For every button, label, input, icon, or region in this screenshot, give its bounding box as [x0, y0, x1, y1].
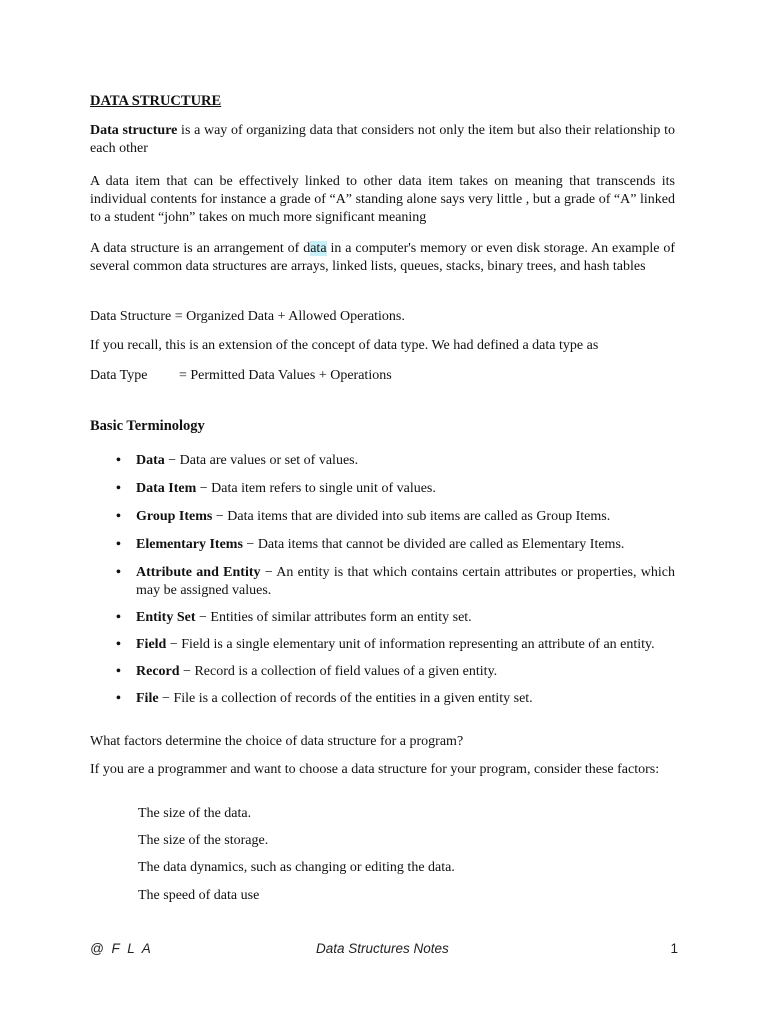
term-name: Elementary Items: [136, 537, 243, 552]
list-item: [90, 536, 675, 554]
arrangement-paragraph: [90, 240, 675, 276]
term-name: Field: [136, 637, 167, 652]
term-description: − Data items that cannot be divided are called as Elementary Items.: [242, 537, 625, 552]
list-item: [90, 480, 675, 498]
list-item: [90, 609, 675, 627]
equation-data-type-label: Data Type: [90, 368, 148, 383]
term-description: − Data are values or set of values.: [164, 453, 359, 468]
bullet-icon: •: [116, 664, 121, 679]
bullet-icon: •: [116, 691, 121, 706]
footer-title: Data Structures Notes: [316, 941, 449, 956]
bullet-icon: •: [116, 637, 121, 652]
equation-data-type-value: = Permitted Data Values + Operations: [179, 368, 392, 383]
term-name: Attribute and Entity: [136, 565, 261, 580]
term-name: Group Items: [136, 509, 213, 524]
highlighted-text: ata: [310, 241, 327, 256]
list-item: [90, 452, 675, 470]
term-name: Entity Set: [136, 610, 196, 625]
bullet-icon: •: [116, 610, 121, 625]
factors-intro: If you are a programmer and want to choose a data structure for your program, consider these factors:: [90, 762, 660, 777]
page-footer: [90, 940, 678, 958]
factor-item: The size of the data.: [138, 806, 252, 821]
bullet-icon: •: [116, 453, 121, 468]
list-item: [90, 564, 675, 600]
factor-item: The size of the storage.: [138, 833, 269, 848]
arrangement-text-start: A data structure is an arrangement of d: [90, 241, 311, 256]
section-heading: Basic Terminology: [90, 418, 205, 434]
term-description: − Data item refers to single unit of values.: [196, 481, 436, 496]
term-description: − Data items that are divided into sub items are called as Group Items.: [212, 509, 611, 524]
definition-term: Data structure: [90, 123, 178, 138]
term-description: − Entities of similar attributes form an entity set.: [195, 610, 472, 625]
term-name: File: [136, 691, 159, 706]
arrangement-text-end: in a computer's memory or even disk storage. An example of several common data structures are arrays, linked lists, queues, stacks, binary trees, and hash tables: [90, 241, 675, 274]
term-description: − Field is a single elementary unit of information representing an attribute of an entity.: [166, 637, 655, 652]
term-name: Data: [136, 453, 165, 468]
data-item-paragraph: A data item that can be effectively linked to other data item takes on meaning that transcends its individual contents for instance a grade of “A” standing alone says very little , but a grade of “A” linked to a student “john” takes on much more significant meaning: [90, 174, 675, 225]
list-item: [90, 508, 675, 526]
recall-paragraph: If you recall, this is an extension of the concept of data type. We had defined a data type as: [90, 338, 599, 353]
factors-question: What factors determine the choice of data structure for a program?: [90, 734, 464, 749]
factor-item: The speed of data use: [138, 888, 260, 903]
page-number: 1: [670, 941, 678, 956]
term-description: − Record is a collection of field values of a given entity.: [179, 664, 498, 679]
term-description: − File is a collection of records of the entities in a given entity set.: [158, 691, 533, 706]
footer-author: @ F L A: [90, 941, 153, 956]
bullet-icon: •: [116, 537, 121, 552]
document-title: DATA STRUCTURE: [90, 93, 222, 109]
bullet-icon: •: [116, 509, 121, 524]
definition-text: is a way of organizing data that considers not only the item but also their relationship to each other: [90, 123, 675, 156]
equation-data-structure: Data Structure = Organized Data + Allowed Operations.: [90, 309, 405, 324]
terminology-list: [90, 452, 675, 708]
definition-paragraph: [90, 122, 675, 158]
list-item: [90, 636, 675, 654]
term-name: Data Item: [136, 481, 197, 496]
factor-item: The data dynamics, such as changing or editing the data.: [138, 860, 455, 875]
term-description: − An entity is that which contains certain attributes or properties, which may be assigned values.: [136, 565, 675, 598]
bullet-icon: •: [116, 565, 121, 580]
equation-data-type: [90, 367, 675, 385]
term-name: Record: [136, 664, 180, 679]
list-item: [90, 690, 675, 708]
bullet-icon: •: [116, 481, 121, 496]
list-item: [90, 663, 675, 681]
